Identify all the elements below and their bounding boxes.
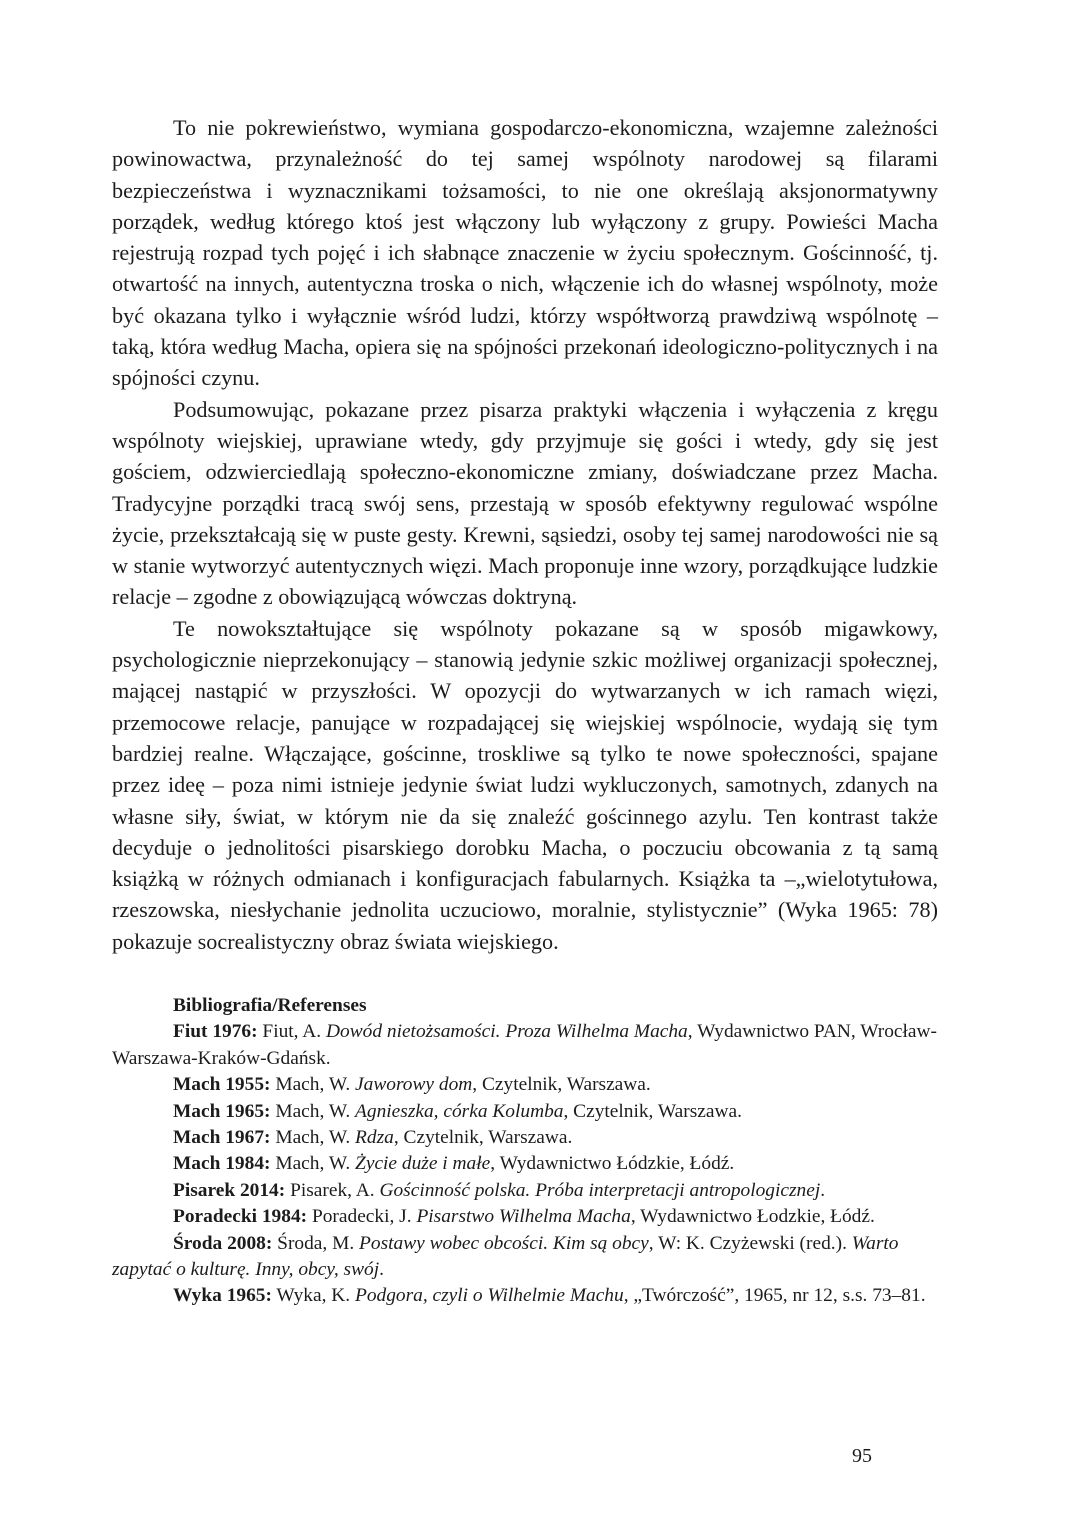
entry-author: Wyka, K. [271, 1285, 355, 1307]
paragraph: To nie pokrewieństwo, wymiana gospodarczo-ekonomiczna, wzajemne zależności powinowactwa, przynależność do tej samej wspólnoty narodowej są filarami bezpieczeństwa i wyznacznikami tożsamości, to nie one określają aksjonormatywny porządek, według którego ktoś jest włączony lub wyłączony z grupy. Powieści Macha rejestrują rozpad tych pojęć i ich słabnące znaczenie w życiu społecznym. Gościnność, tj. otwartość na innych, autentyczna troska o nich, włączenie ich do własnej wspólnoty, może być okazana tylko i wyłącznie wśród ludzi, którzy współtworzą prawdziwą wspólnotę – taką, która według Macha, opiera się na spójności przekonań ideologiczno-politycznych i na spójności czynu. [112, 115, 938, 391]
bibliography-entry [112, 1178, 940, 1204]
entry-publisher: , Wydawnictwo Łodzkie, Łódź. [630, 1206, 875, 1228]
entry-key: Fiut 1976: [173, 1021, 258, 1043]
entry-key: Mach 1967: [173, 1127, 271, 1149]
page-number: 95 [852, 1445, 872, 1467]
paragraph: Podsumowując, pokazane przez pisarza praktyki włączenia i wyłączenia z kręgu wspólnoty wiejskiej, uprawiane wtedy, gdy przyjmuje się gości i wtedy, gdy się jest gościem, odzwierciedlają społeczno-ekonomiczne zmiany, doświadczane przez Macha. Tradycyjne porządki tracą swój sens, przestają w sposób efektywny regulować wspólne życie, przekształcają się w puste gesty. Krewni, sąsiedzi, osoby tej samej narodowości nie są w stanie wytworzyć autentycznych więzi. Mach proponuje inne wzory, porządkujące ludzkie relacje – zgodne z obowiązującą wówczas doktryną. [112, 396, 938, 610]
entry-title: Rdza [355, 1127, 394, 1149]
body-text [112, 112, 938, 957]
entry-author: Mach, W. [270, 1100, 356, 1122]
paragraph: Te nowokształtujące się wspólnoty pokazane są w sposób migawkowy, psychologicznie nieprzekonujący – stanowią jedynie szkic możliwej organizacji społecznej, mającej nastąpić w przyszłości. W opozycji do wytwarzanych w ich ramach więzi, przemocowe relacje, panujące w rozpadającej się wiejskiej wspólnocie, wydają się tym bardziej realne. Włączające, gościnne, troskliwe są tylko te nowe społeczności, spajane przez ideę – poza nimi istnieje jedynie świat ludzi wykluczonych, samotnych, zdanych na własne siły, świat, w którym nie da się znaleźć gościnnego azylu. Ten kontrast także decyduje o jednolitości pisarskiego dorobku Macha, o poczuciu obcowania z tą samą książką w różnych odmianach i konfiguracjach fabularnych. Książka ta –„wielotytułowa, rzeszowska, niesłychanie jednolita uczuciowo, moralnie, stylistycznie” (Wyka 1965: 78) pokazuje socrealistyczny obraz świata wiejskiego. [112, 615, 938, 954]
entry-title: Agnieszka, córka Kolumba [355, 1100, 564, 1122]
entry-publisher: . [820, 1179, 826, 1201]
entry-title: Pisarstwo Wilhelma Macha [416, 1206, 631, 1228]
bibliography-entry [112, 1231, 940, 1284]
bibliography-entry [112, 1204, 940, 1230]
entry-key: Mach 1984: [173, 1153, 271, 1175]
entry-publisher: , „Twórczość”, 1965, nr 12, s.s. 73–81. [623, 1285, 926, 1307]
entry-key: Pisarek 2014: [173, 1179, 286, 1201]
entry-key: Mach 1955: [173, 1074, 271, 1096]
entry-tail: . [379, 1259, 384, 1281]
entry-author: Poradecki, J. [307, 1206, 417, 1228]
entry-key: Mach 1965: [173, 1100, 271, 1122]
entry-title-secondary: Warto zapytać o kulturę. Inny, obcy, swój [112, 1232, 899, 1281]
entry-author: Mach, W. [270, 1074, 356, 1096]
entry-publisher: , Wydawnictwo PAN, Wrocław-Warszawa-Kraków-Gdańsk. [112, 1021, 937, 1069]
entry-key: Środa 2008: [173, 1232, 273, 1254]
entry-key: Poradecki 1984: [173, 1206, 308, 1228]
entry-author: Pisarek, A. [285, 1179, 380, 1201]
bibliography-entry [112, 1283, 940, 1309]
entry-publisher: , Czytelnik, Warszawa. [563, 1100, 742, 1122]
entry-title: Życie duże i małe [355, 1153, 491, 1175]
bibliography-entry [112, 1099, 940, 1125]
entry-title: Gościnność polska. Próba interpretacji antropologicznej [379, 1179, 821, 1201]
entry-publisher: , W: K. Czyżewski (red.). [648, 1232, 852, 1254]
entry-key: Wyka 1965: [173, 1285, 272, 1307]
entry-author: Mach, W. [270, 1153, 356, 1175]
entry-author: Środa, M. [272, 1232, 360, 1254]
bibliography-entry [112, 1072, 940, 1098]
entry-title: Postawy wobec obcości. Kim są obcy [359, 1232, 649, 1254]
bibliography-entry [112, 1151, 940, 1177]
bibliography [112, 993, 940, 1310]
entry-publisher: , Czytelnik, Warszawa. [472, 1074, 651, 1096]
entry-title: Podgora, czyli o Wilhelmie Machu [354, 1285, 624, 1307]
bibliography-entry [112, 1019, 940, 1072]
entry-author: Mach, W. [270, 1127, 356, 1149]
entry-author: Fiut, A. [257, 1021, 326, 1043]
entry-title: Dowód nietożsamości. Proza Wilhelma Macha [326, 1021, 688, 1043]
entry-title: Jaworowy dom [355, 1074, 473, 1096]
entry-publisher: , Czytelnik, Warszawa. [393, 1127, 573, 1149]
bibliography-entry [112, 1125, 940, 1151]
bibliography-heading: Bibliografia/Referenses [173, 995, 367, 1016]
entry-publisher: , Wydawnictwo Łódzkie, Łódź. [490, 1153, 735, 1175]
